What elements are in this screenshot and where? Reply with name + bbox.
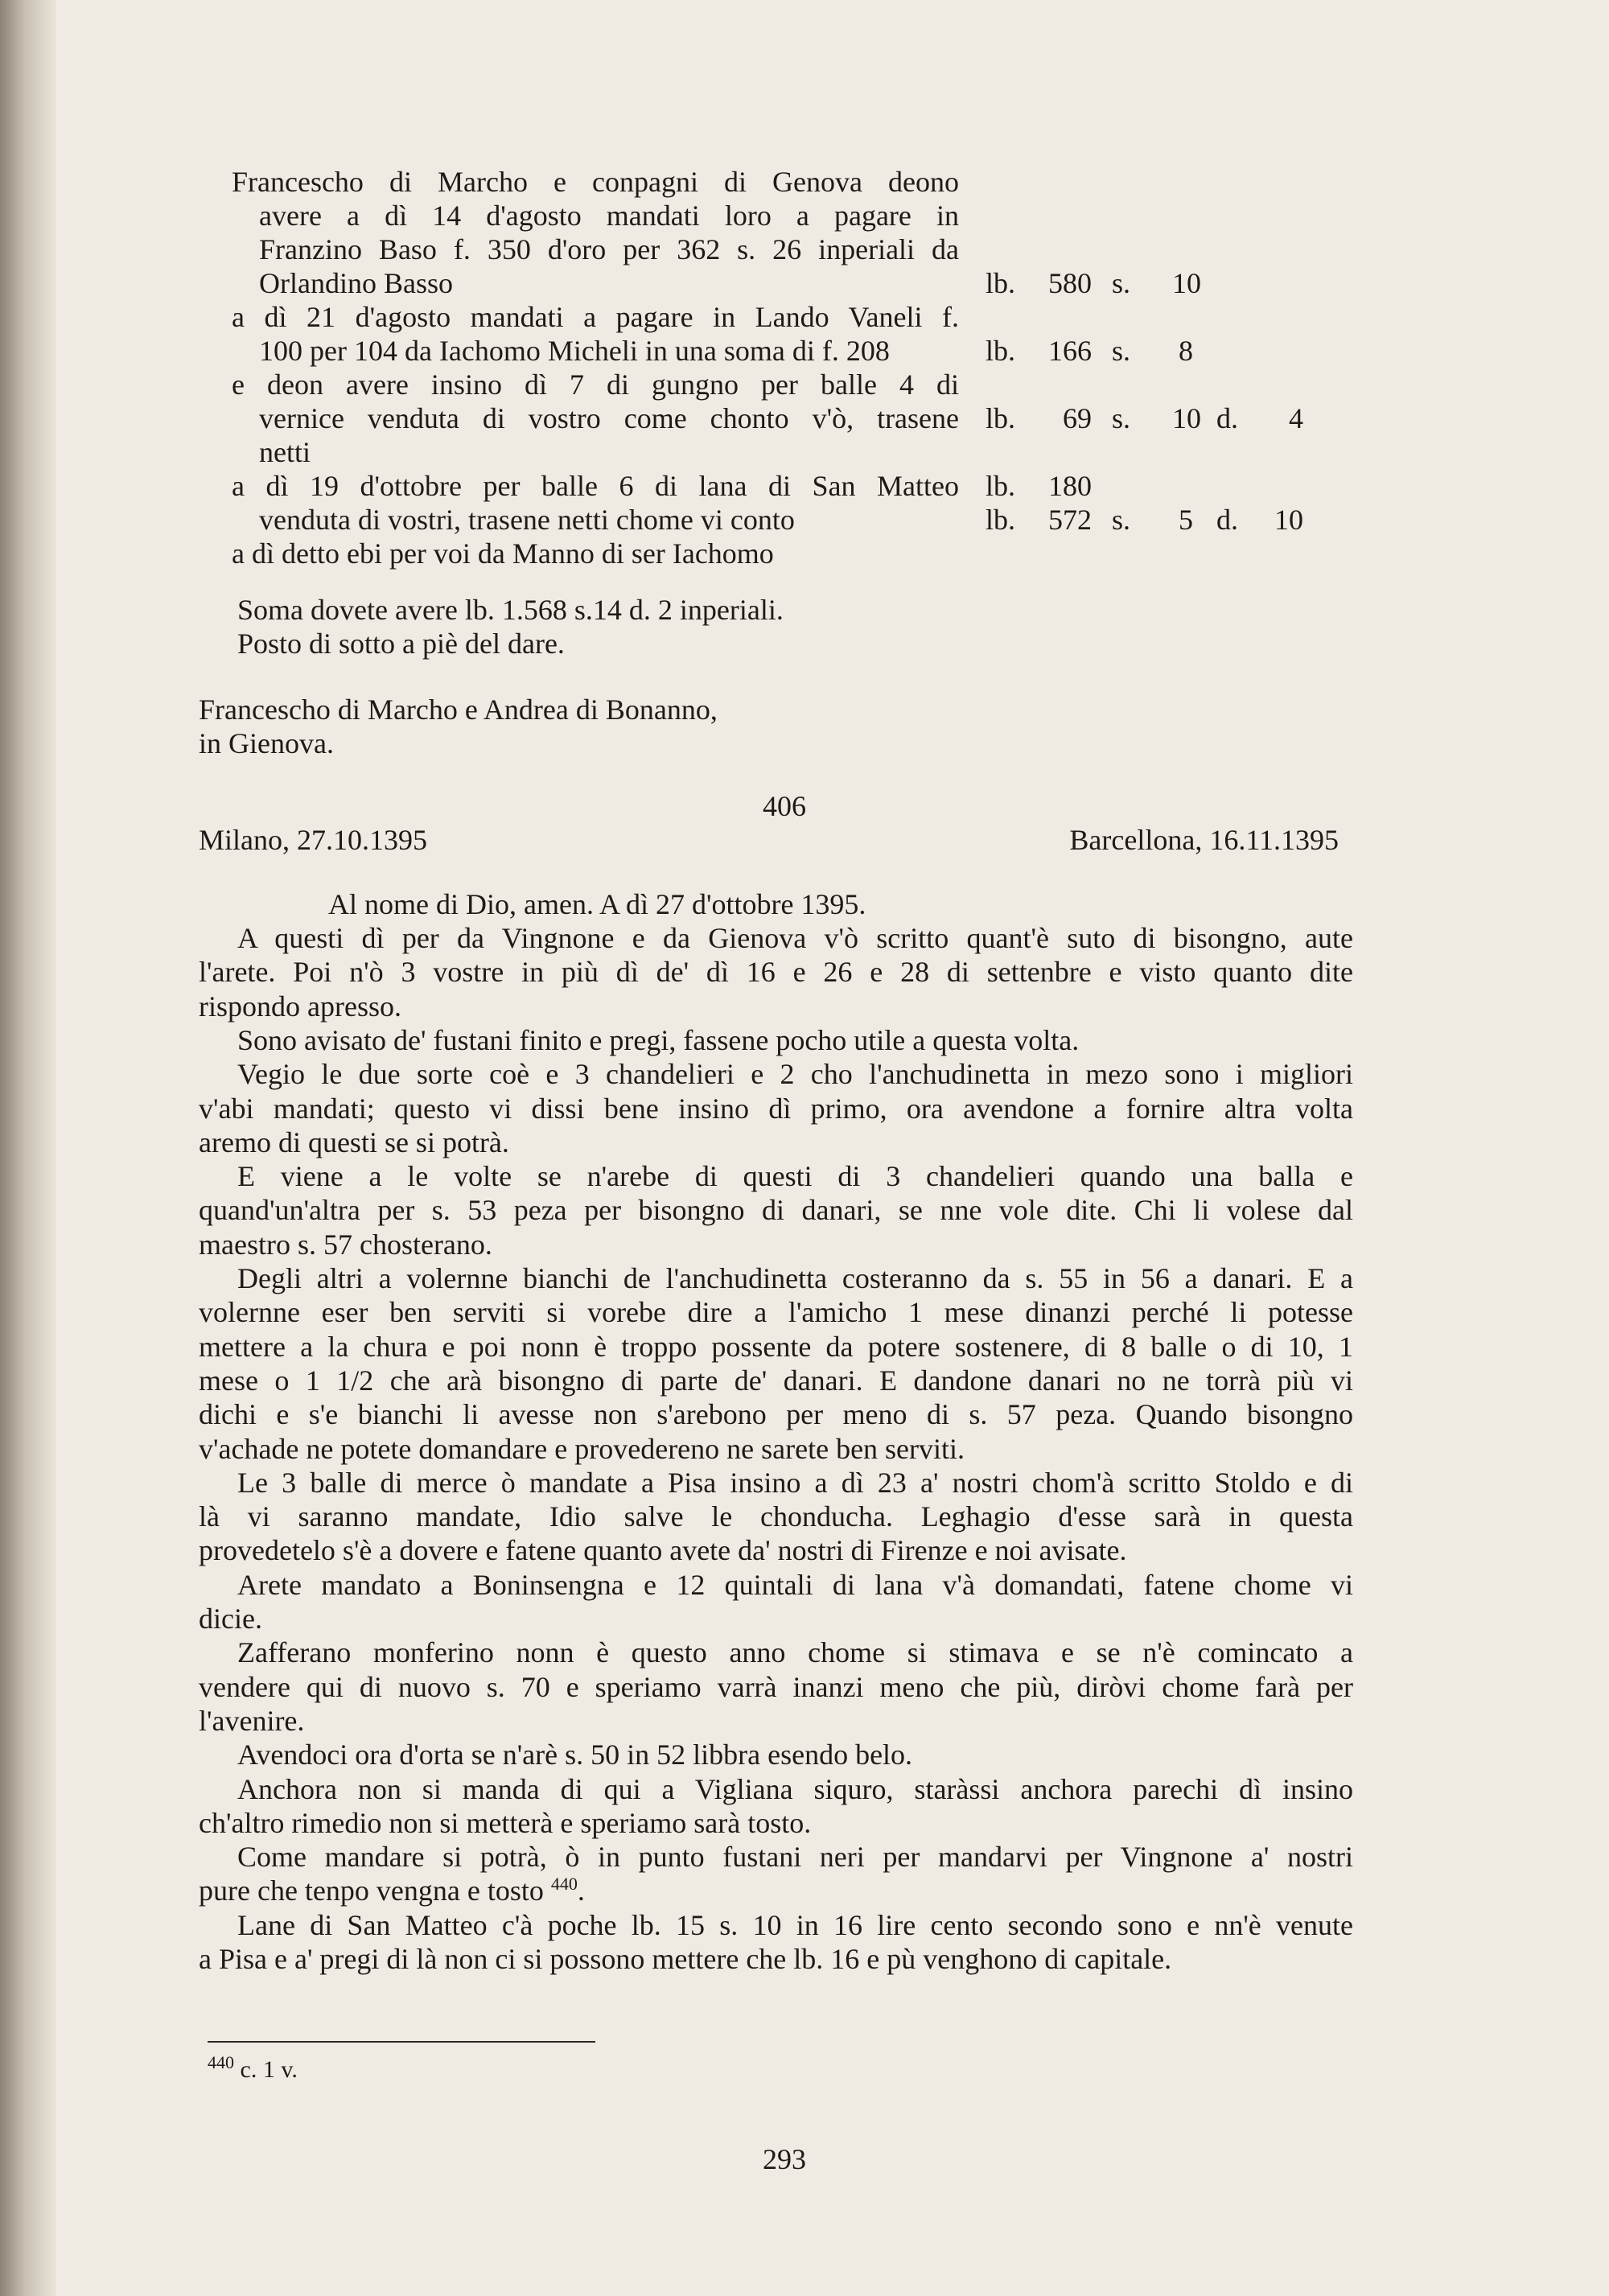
ledger-line: e deon avere insino dì 7 di gungno per balle 4 di [232, 368, 959, 401]
letter-line: Le 3 balle di merce ò mandate a Pisa insino a dì 23 a' nostri chom'à scritto Stoldo e di [237, 1467, 1353, 1499]
ledger-line: a dì detto ebi per voi da Manno di ser Iachomo [232, 537, 774, 570]
letter-destination: Barcellona, 16.11.1395 [1069, 824, 1339, 856]
sentence-period: . [577, 1874, 585, 1907]
amount-d: d. [1216, 504, 1238, 536]
letter-line: v'achade ne potete domandare e provedereno ne sarete ben serviti. [199, 1433, 965, 1465]
letter-line: E viene a le volte se n'arebe di questi di 3 chandelieri quando una balla e [237, 1160, 1353, 1192]
letter-line: Zafferano monferino nonn è questo anno chome si stimava e se n'è comincato a [237, 1636, 1353, 1669]
letter-line: v'abi mandati; questo vi dissi bene insino dì primo, ora avendone a fornire altra volta [199, 1092, 1353, 1125]
amount-lb: lb. [986, 504, 1016, 536]
ledger-note: Posto di sotto a piè del dare. [237, 627, 565, 660]
letter-line: Come mandare si potrà, ò in punto fustani neri per mandarvi per Vingnone a' nostri [237, 1841, 1353, 1873]
ledger-line: venduta di vostri, trasene netti chome vi conto [259, 504, 795, 536]
letter-line: mettere a la chura e poi nonn è troppo possente da potere sostenere, di 8 balle o di 10, 1 [199, 1331, 1353, 1363]
amount-lb: lb. [986, 402, 1016, 434]
letter-line: mese o 1 1/2 che arà bisongno di parte de' danari. E dandone danari no ne torrà più vi [199, 1364, 1353, 1397]
amount-s: s. [1112, 267, 1131, 299]
letter-line: pure che tenpo vengna e tosto $^{440}$. [199, 1874, 585, 1907]
ledger-line: Franzino Baso f. 350 d'oro per 362 s. 26 inperiali da [259, 233, 959, 265]
footnote-number: 440 [208, 2052, 234, 2072]
amount-lire: 572 [1048, 504, 1092, 536]
amount-denari: 10 [1274, 504, 1303, 536]
amount-soldi: 5 [1179, 504, 1193, 536]
letter-line: Arete mandato a Boninsengna e 12 quintali di lana v'à domandati, fatene chome vi [237, 1569, 1353, 1601]
letter-line: ch'altro rimedio non si metterà e speriamo sarà tosto. [199, 1807, 812, 1839]
letter-opening: Al nome di Dio, amen. A dì 27 d'ottobre 1395. [328, 888, 866, 920]
letter-line: aremo di questi se si potrà. [199, 1126, 509, 1158]
letter-address: Francescho di Marcho e Andrea di Bonanno, [199, 693, 718, 726]
letter-line: Avendoci ora d'orta se n'arè s. 50 in 52 libbra esendo belo. [237, 1738, 913, 1771]
page-number: 293 [763, 2143, 806, 2175]
letter-address: in Gienova. [199, 727, 334, 759]
amount-lire: 69 [1063, 402, 1092, 434]
letter-line: l'arete. Poi n'ò 3 vostre in più dì de' dì 16 e 26 e 28 di settenbre e visto quanto dite [199, 956, 1353, 988]
amount-lire: 580 [1048, 267, 1092, 299]
letter-line: Anchora non si manda di qui a Vigliana siquro, staràssi anchora parechi dì insino [237, 1773, 1353, 1805]
letter-line: Lane di San Matteo c'à poche lb. 15 s. 10 in 16 lire cento secondo sono e nn'è venute [237, 1909, 1353, 1941]
letter-line: dichi e s'e bianchi li avesse non s'arebono per meno di s. 57 peza. Quando bisongno [199, 1398, 1353, 1430]
amount-d: d. [1216, 402, 1238, 434]
ledger-line: Francescho di Marcho e conpagni di Genova deono [232, 166, 959, 198]
letter-line: provedetelo s'è a dovere e fatene quanto avete da' nostri di Firenze e noi avisate. [199, 1534, 1127, 1566]
amount-lire: 180 [1048, 470, 1092, 502]
ledger-line: 100 per 104 da Iachomo Micheli in una soma di f. 208 [259, 335, 890, 367]
ledger-line: netti [259, 436, 311, 468]
amount-lb: lb. [986, 335, 1016, 367]
ledger-total: Soma dovete avere lb. 1.568 s.14 d. 2 inperiali. [237, 594, 784, 626]
letter-line: maestro s. 57 chosterano. [199, 1228, 492, 1261]
letter-line: quand'un'altra per s. 53 peza per bisongno di danari, se nne vole dite. Chi li volese dal [199, 1194, 1353, 1226]
letter-line: vendere qui di nuovo s. 70 e speriamo varrà inanzi meno che più, diròvi chome farà per [199, 1671, 1353, 1703]
letter-line: dicie. [199, 1603, 262, 1635]
amount-soldi: 8 [1179, 335, 1193, 367]
amount-soldi: 10 [1172, 267, 1201, 299]
letter-line: Vegio le due sorte coè e 3 chandelieri e 2 cho l'anchudinetta in mezo sono i migliori [237, 1058, 1353, 1090]
letter-line: Sono avisato de' fustani finito e pregi, fassene pocho utile a questa volta. [237, 1024, 1080, 1056]
letter-line: l'avenire. [199, 1705, 305, 1737]
letter-line: a Pisa e a' pregi di là non ci si possono mettere che lb. 16 e pù venghono di capitale. [199, 1943, 1172, 1975]
ledger-line: a dì 21 d'agosto mandati a pagare in Lando Vaneli f. [232, 301, 959, 333]
letter-origin: Milano, 27.10.1395 [199, 824, 427, 856]
amount-denari: 4 [1289, 402, 1303, 434]
amount-soldi: 10 [1172, 402, 1201, 434]
footnote [208, 2053, 298, 2087]
footnote-divider [208, 2041, 595, 2043]
ledger-line: a dì 19 d'ottobre per balle 6 di lana di San Matteo [232, 470, 959, 502]
letter-line: A questi dì per da Vingnone e da Gienova v'ò scritto quant'è suto di bisongno, aute [237, 922, 1353, 954]
ledger-line: avere a dì 14 d'agosto mandati loro a pagare in [259, 200, 959, 232]
amount-s: s. [1112, 402, 1131, 434]
footnote-reference[interactable]: 440 [550, 1874, 578, 1894]
amount-lb: lb. [986, 267, 1016, 299]
letter-line: rispondo apresso. [199, 990, 401, 1023]
letter-line: Degli altri a volernne bianchi de l'anchudinetta costeranno da s. 55 in 56 a danari. E a [237, 1262, 1353, 1294]
amount-lire: 166 [1048, 335, 1092, 367]
footnote-text: c. 1 v. [240, 2056, 298, 2083]
letter-number: 406 [763, 790, 806, 822]
ledger-line: vernice venduta di vostro come chonto v'ò, trasene [259, 402, 959, 434]
amount-lb: lb. [986, 470, 1016, 502]
letter-line: là vi saranno mandate, Idio salve le chonducha. Leghagio d'esse sarà in questa [199, 1500, 1353, 1533]
amount-s: s. [1112, 504, 1131, 536]
letter-line: volernne eser ben serviti si vorebe dire a l'amicho 1 mese dinanzi perché li potesse [199, 1296, 1353, 1328]
amount-s: s. [1112, 335, 1131, 367]
ledger-line: Orlandino Basso [259, 267, 453, 299]
